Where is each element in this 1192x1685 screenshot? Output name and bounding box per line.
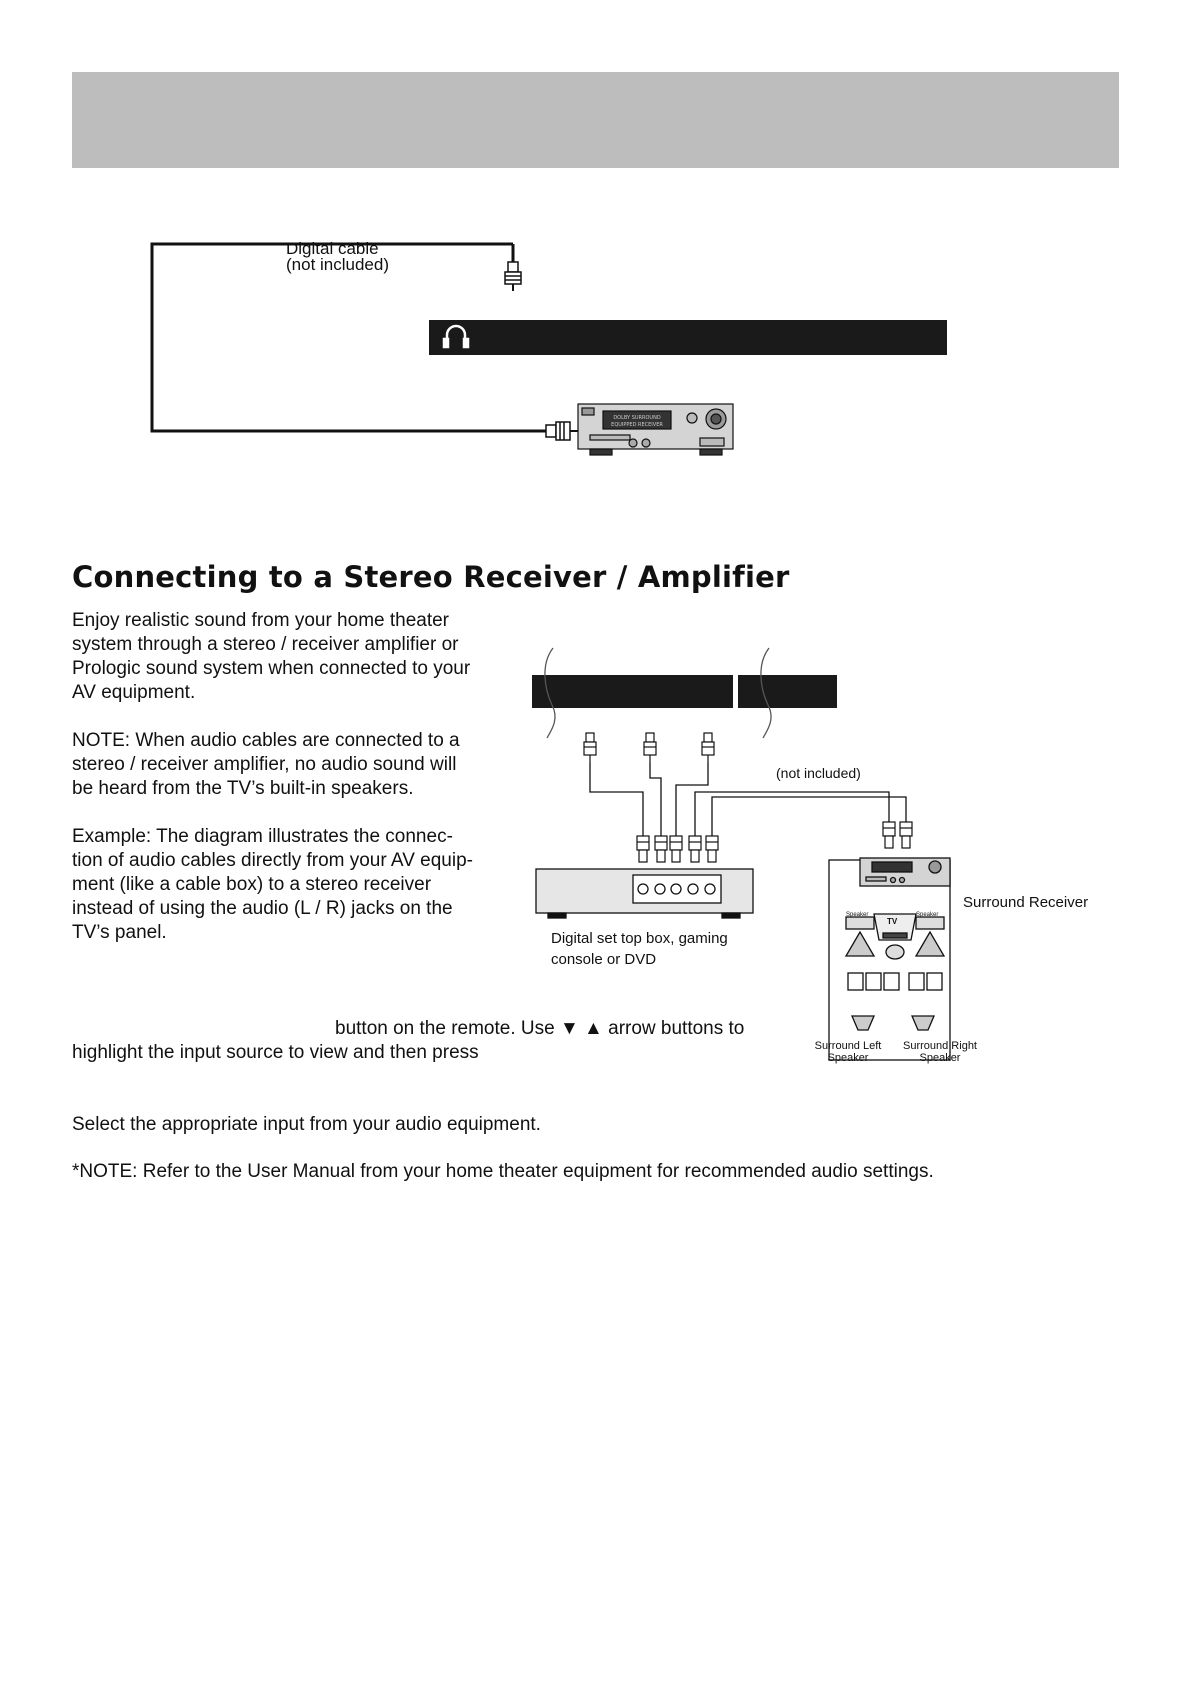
receiver-cable-plug <box>546 422 578 440</box>
cable-not-included-label: (not included) <box>776 765 861 781</box>
source-label: Digital set top box, gaming console or DVD <box>551 930 728 968</box>
note-paragraph: NOTE: When audio cables are connected to a stereo / receiver amplifier, no audio sound will be heard from the TV’s built-in speakers. <box>72 730 460 799</box>
set-top-box-illustration <box>536 869 753 918</box>
not-included-label: (not included) <box>286 255 390 274</box>
receiver-input-plugs <box>883 822 912 848</box>
surround-receiver-label: Surround Receiver <box>963 894 1089 911</box>
intro-paragraph: Enjoy realistic sound from your home theater system through a stereo / receiver amplifier or Prologic sound system when connected to your AV equipment. <box>72 610 471 703</box>
example-paragraph: Example: The diagram illustrates the connec- tion of audio cables directly from your AV equip- ment (like a cable box) to a stereo receiver instead of using the audio (L / R) jacks on the TV’s panel. <box>72 826 473 943</box>
svg-text:EQUIPPED RECEIVER: EQUIPPED RECEIVER <box>611 422 663 428</box>
set-top-box-plugs <box>637 836 718 862</box>
surround-system-illustration <box>829 858 950 1060</box>
front-left-speaker-label: Speaker <box>846 912 869 918</box>
section-title: Connecting to a Stereo Receiver / Amplifier <box>72 560 790 594</box>
tv-label: TV <box>887 917 898 926</box>
top-cable-plug <box>505 262 521 291</box>
remote-instruction-line2: highlight the input source to view and then press <box>72 1042 479 1063</box>
surround-right-speaker-label: Surround Right Speaker <box>903 1040 977 1064</box>
remote-instruction-line1: button on the remote. Use ▼ ▲ arrow buttons to <box>335 1018 745 1039</box>
tv-audio-panel-strip-2 <box>738 675 837 708</box>
svg-text:DOLBY SURROUND: DOLBY SURROUND <box>613 415 661 421</box>
tv-audio-panel-strip <box>532 675 733 708</box>
select-input-line: Select the appropriate input from your audio equipment. <box>72 1114 541 1135</box>
tv-output-plugs <box>584 733 714 762</box>
footnote: *NOTE: Refer to the User Manual from your home theater equipment for recommended audio settings. <box>72 1161 934 1182</box>
receiver-illustration <box>578 404 733 455</box>
tv-panel-strip <box>429 320 947 355</box>
front-right-speaker-label: Speaker <box>916 912 939 918</box>
digital-cable-label: Digital cable <box>286 239 379 258</box>
surround-left-speaker-label: Surround Left Speaker <box>814 1040 882 1064</box>
